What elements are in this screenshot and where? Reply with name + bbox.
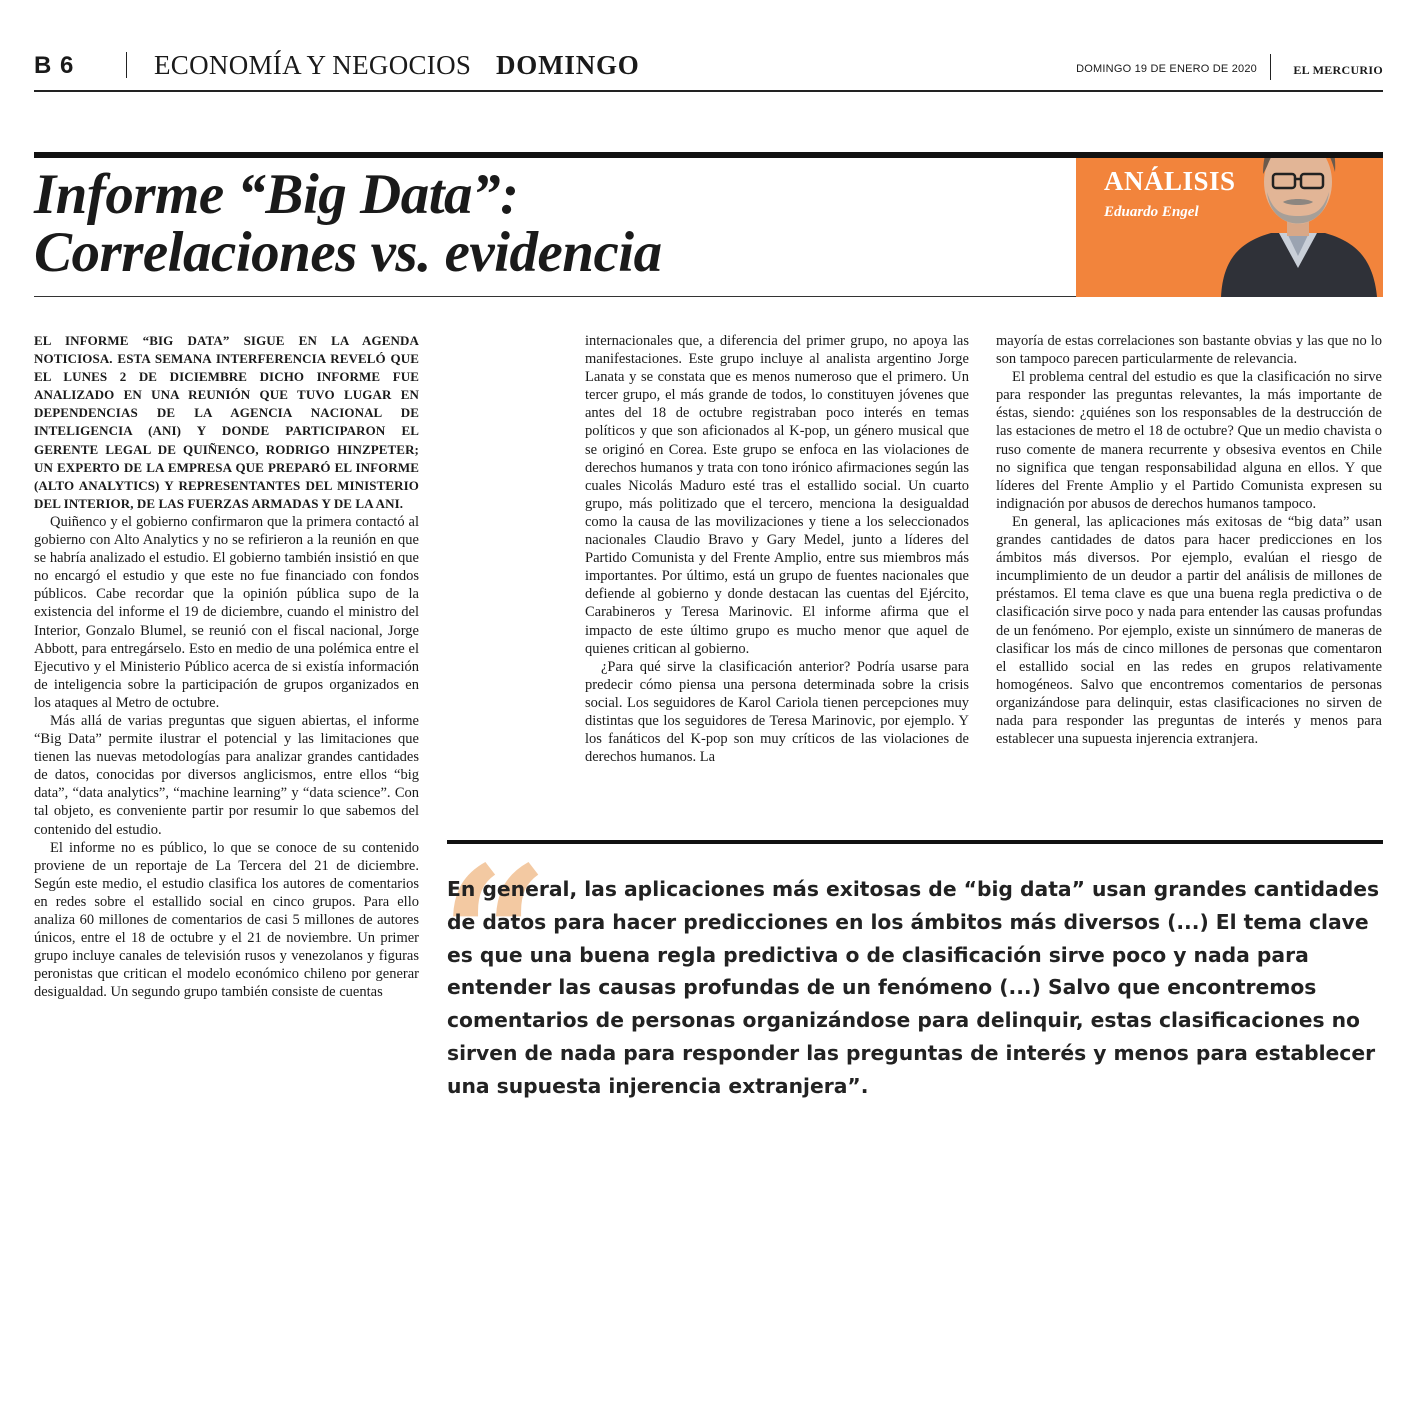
article-column-2 <box>585 332 969 766</box>
article-paragraph: Más allá de varias preguntas que siguen abiertas, el informe “Big Data” permite ilustrar el potencial y las limitaciones que tienen las nuevas metodologías para analizar grandes cantidades de datos, conocidas por diversos anglicismos, entre ellos “big data”, “data analytics”, “machine learning” y “data science”. Con tal objeto, es conveniente partir por resumir lo que sabemos del contenido del estudio. <box>34 712 419 838</box>
section-title: ECONOMÍA Y NEGOCIOS <box>154 50 472 80</box>
author-name: Eduardo Engel <box>1104 204 1199 220</box>
author-portrait <box>1213 158 1383 297</box>
page-number: B 6 <box>34 52 75 79</box>
quote-mark-icon: “ <box>440 825 550 1048</box>
headline <box>34 163 1034 284</box>
header-divider <box>126 52 127 78</box>
pull-quote-rule <box>447 840 1383 844</box>
analysis-label: ANÁLISIS <box>1104 166 1236 196</box>
article-column-3 <box>996 332 1382 748</box>
article-paragraph: El problema central del estudio es que la clasificación no sirve para responder las preguntas relevantes, la más importante de éstas, siendo: ¿quiénes son los responsables de la destrucción de las estaciones de metro el 18 de octubre? Que un medio chavista o ruso comente de manera recurrente y obsesiva eventos en Chile no significa que tengan responsabilidad alguna en ellos. Y que líderes del Frente Amplio y el Partido Comunista expresen su indignación por abusos de derechos humanos tampoco. <box>996 369 1382 512</box>
headline-line-1: Informe “Big Data”: <box>34 163 519 226</box>
article-paragraph: Quiñenco y el gobierno confirmaron que la primera contactó al gobierno con Alto Analytics y no se refirieron a la reunión en que se habría analizado el estudio. El gobierno también insistió en que no encargó el estudio y que este no fue financiado con fondos públicos. Cabe recordar que la opinión pública supo de la existencia del informe el 19 de diciembre, cuando el ministro del Interior, Gonzalo Blumel, se reunió con el fiscal nacional, Jorge Abbott, para entregárselo. Esto en medio de una polémica entre el Ejecutivo y el Ministerio Público acerca de si existía información de inteligencia sobre la participación de grupos organizados en los ataques al Metro de octubre. <box>34 513 419 711</box>
article-paragraph: En general, las aplicaciones más exitosas de “big data” usan grandes cantidades de datos para hacer predicciones en los ámbitos más diversos. Por ejemplo, evalúan el riesgo de incumplimiento de un deudor a partir del análisis de millones de préstamos. El tema clave es que una buena regla predictiva o de clasificación sirve poco y nada para entender las causas profundas de un fenómeno. Por ejemplo, existe un sinnúmero de maneras de clasificar los más de cinco millones de personas que comentaron el estallido social en las redes en grupos relativamente homogéneos. Salvo que encontremos comentarios de personas organizándose para delinquir, estas clasificaciones no sirven de nada para responder las preguntas de interés y menos para establecer una supuesta injerencia extranjera. <box>996 513 1382 748</box>
article-lead: EL INFORME “BIG DATA” SIGUE EN LA AGENDA NOTICIOSA. ESTA SEMANA INTERFERENCIA REVELÓ QUE EL LUNES 2 DE DICIEMBRE DICHO INFORME FUE ANALIZADO EN UNA REUNIÓN QUE TUVO LUGAR EN DEPENDENCIAS DE LA AGENCIA NACIONAL DE INTELIGENCIA (ANI) Y DONDE PARTICIPARON EL GERENTE LEGAL DE QUIÑENCO, RODRIGO HINZPETER; UN EXPERTO DE LA EMPRESA QUE PREPARÓ EL INFORME (ALTO ANALYTICS) Y REPRESENTANTES DEL MINISTERIO DEL INTERIOR, DE LAS FUERZAS ARMADAS Y DE LA ANI. <box>34 333 419 511</box>
analysis-box <box>1076 158 1383 297</box>
masthead: EL MERCURIO <box>1293 63 1383 77</box>
dateline: DOMINGO 19 DE ENERO DE 2020 <box>1076 63 1257 75</box>
headline-line-2: Correlaciones vs. evidencia <box>34 221 662 284</box>
page-header <box>34 50 1383 84</box>
pull-quote: En general, las aplicaciones más exitosas de “big data” usan grandes cantidades de datos para hacer predicciones en los ámbitos más diversos (...) El tema clave es que una buena regla predictiva o de clasificación sirve poco y nada para entender las causas profundas de un fenómeno (...) Salvo que encontremos comentarios de personas organizándose para delinquir, estas clasificaciones no sirven de nada para responder las preguntas de interés y menos para establecer una supuesta injerencia extranjera”. <box>447 877 1380 1098</box>
article-column-1 <box>34 332 419 1001</box>
header-divider-right <box>1270 54 1271 80</box>
article-paragraph: El informe no es público, lo que se conoce de su contenido proviene de un reportaje de La Tercera del 21 de diciembre. Según este medio, el estudio clasifica los autores de comentarios en redes sobre el estallido social en cinco grupos. Para ello analiza 60 millones de comentarios de casi 5 millones de autores únicos, entre el 18 de octubre y el 21 de noviembre. Un primer grupo incluye canales de televisión rusos y venezolanos y figuras peronistas que critican el modelo económico chileno por generar desigualdad. Un segundo grupo también consiste de cuentas <box>34 839 419 1001</box>
day-label: DOMINGO <box>496 50 640 80</box>
article-paragraph: mayoría de estas correlaciones son bastante obvias y las que no lo son tampoco parecen particularmente de relevancia. <box>996 333 1382 368</box>
article-paragraph: internacionales que, a diferencia del primer grupo, no apoya las manifestaciones. Este grupo incluye al analista argentino Jorge Lanata y se constata que es menos numeroso que el primero. Un tercer grupo, el más grande de todos, lo constituyen jóvenes que antes del 18 de octubre registraban poco interés en temas políticos y que son aficionados al K-pop, un género musical que se originó en Corea. Este grupo se enfoca en las violaciones de derechos humanos y trata con tono irónico afirmaciones según las cuales Nicolás Maduro esté tras el estallido social. Un cuarto grupo, más politizado que el tercero, menciona la desigualdad como la causa de las movilizaciones y tiene a los seleccionados nacionales Claudio Bravo y Gary Medel, junto a líderes del Partido Comunista y del Frente Amplio, entre sus miembros más importantes. Por último, está un grupo de fuentes nacionales que defiende al gobierno y donde destacan las cuentas del Ejército, Carabineros y Teresa Marinovic. El informe afirma que el impacto de este último grupo es mucho menor que aquel de quienes critican al gobierno. <box>585 333 969 657</box>
header-rule <box>34 90 1383 92</box>
article-paragraph: ¿Para qué sirve la clasificación anterior? Podría usarse para predecir cómo piensa una persona determinada sobre la crisis social. Los seguidores de Karol Cariola tienen percepciones muy distintas que los seguidores de Teresa Marinovic, por ejemplo. Y los fanáticos del K-pop son muy críticos de las violaciones de derechos humanos. La <box>585 658 969 766</box>
